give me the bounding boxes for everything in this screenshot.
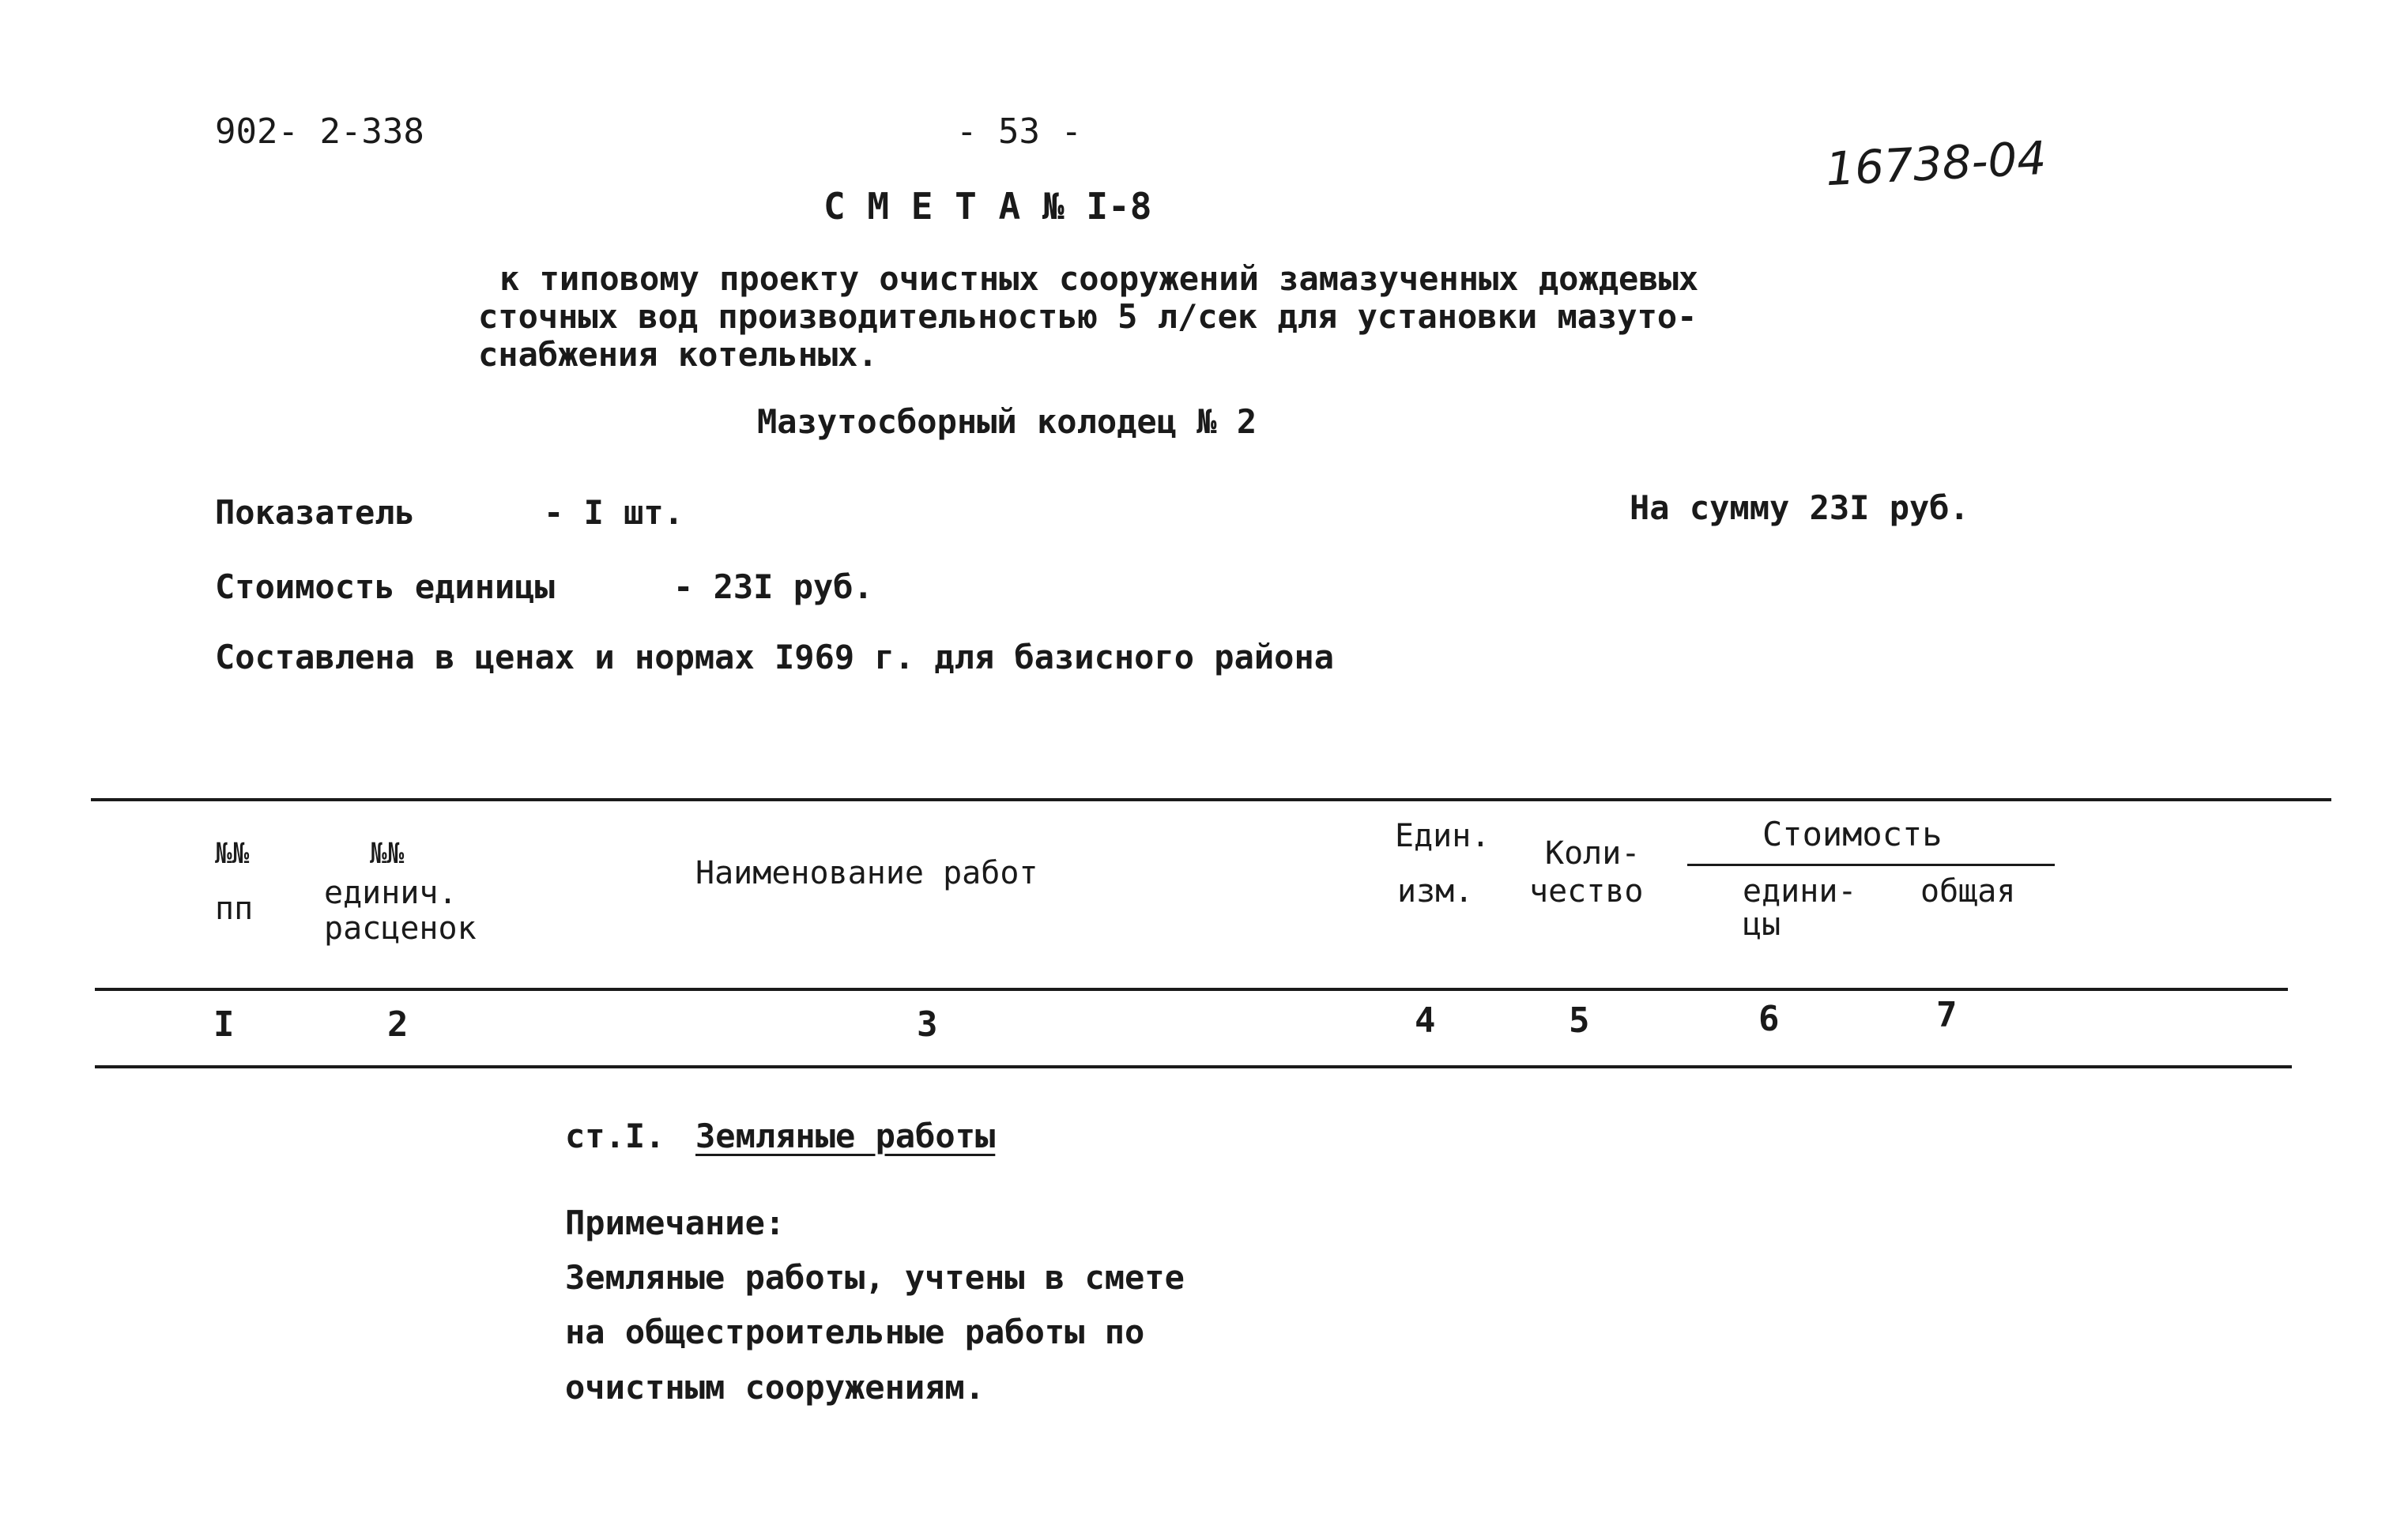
- header-col2-line1: №№: [370, 838, 405, 870]
- header-col3: Наименование работ: [695, 855, 1038, 891]
- estimate-heading: С М Е Т А № I-8: [823, 185, 1152, 228]
- header-col4-line2: изм.: [1397, 873, 1474, 910]
- indicator-label: Показатель: [215, 493, 415, 532]
- handwritten-number: 16738-04: [1824, 130, 2048, 197]
- section-prefix: ст.I.: [565, 1117, 665, 1155]
- page-number: - 53 -: [956, 111, 1082, 152]
- note-line-2: на общестроительные работы по: [565, 1313, 1145, 1351]
- compiled-note: Составлена в ценах и нормах I969 г. для базисного района: [215, 638, 1335, 676]
- subtitle-line-3: снабжения котельных.: [478, 335, 878, 374]
- column-number-5: 5: [1569, 1000, 1590, 1041]
- section-title: Земляные работы: [695, 1117, 996, 1155]
- note-label: Примечание:: [565, 1204, 786, 1242]
- indicator-value: - I шт.: [544, 493, 684, 532]
- header-col7: общая: [1920, 873, 2016, 910]
- header-col2-line2: единич.: [324, 875, 458, 911]
- object-title: Мазутосборный колодец № 2: [757, 402, 1257, 441]
- column-number-4: 4: [1415, 1000, 1436, 1041]
- table-header-rule: [95, 988, 2288, 991]
- unit-cost-label: Стоимость единицы: [215, 567, 555, 606]
- column-number-1: I: [213, 1004, 235, 1045]
- header-col4-line1: Един.: [1395, 818, 1490, 854]
- subtitle-line-2: сточных вод производительностью 5 л/сек для установки мазуто-: [478, 297, 1698, 336]
- header-col2-line3: расценок: [324, 910, 477, 947]
- total-sum: На сумму 23I руб.: [1630, 488, 1969, 527]
- note-line-1: Земляные работы, учтены в смете: [565, 1258, 1185, 1297]
- column-number-7: 7: [1936, 995, 1958, 1035]
- unit-cost-value: - 23I руб.: [673, 567, 873, 606]
- document-code: 902- 2-338: [215, 111, 424, 152]
- header-col1-line2: пп: [215, 891, 254, 927]
- column-number-6: 6: [1758, 999, 1780, 1039]
- header-col1-line1: №№: [215, 838, 250, 870]
- table-bottom-rule: [95, 1065, 2292, 1068]
- header-col5-line1: Коли-: [1545, 835, 1641, 872]
- header-col6-line2: цы: [1743, 906, 1781, 943]
- column-number-2: 2: [387, 1004, 409, 1045]
- table-top-rule: [91, 798, 2331, 801]
- subtitle-line-1: к типовому проекту очистных сооружений замазученных дождевых: [499, 259, 1699, 298]
- cost-group-rule: [1687, 864, 2055, 866]
- header-col5-line2: чество: [1529, 873, 1644, 910]
- column-number-3: 3: [917, 1004, 938, 1045]
- note-line-3: очистным сооружениям.: [565, 1368, 985, 1407]
- header-cost-group: Стоимость: [1762, 815, 1943, 853]
- header-col6-line1: едини-: [1743, 873, 1857, 910]
